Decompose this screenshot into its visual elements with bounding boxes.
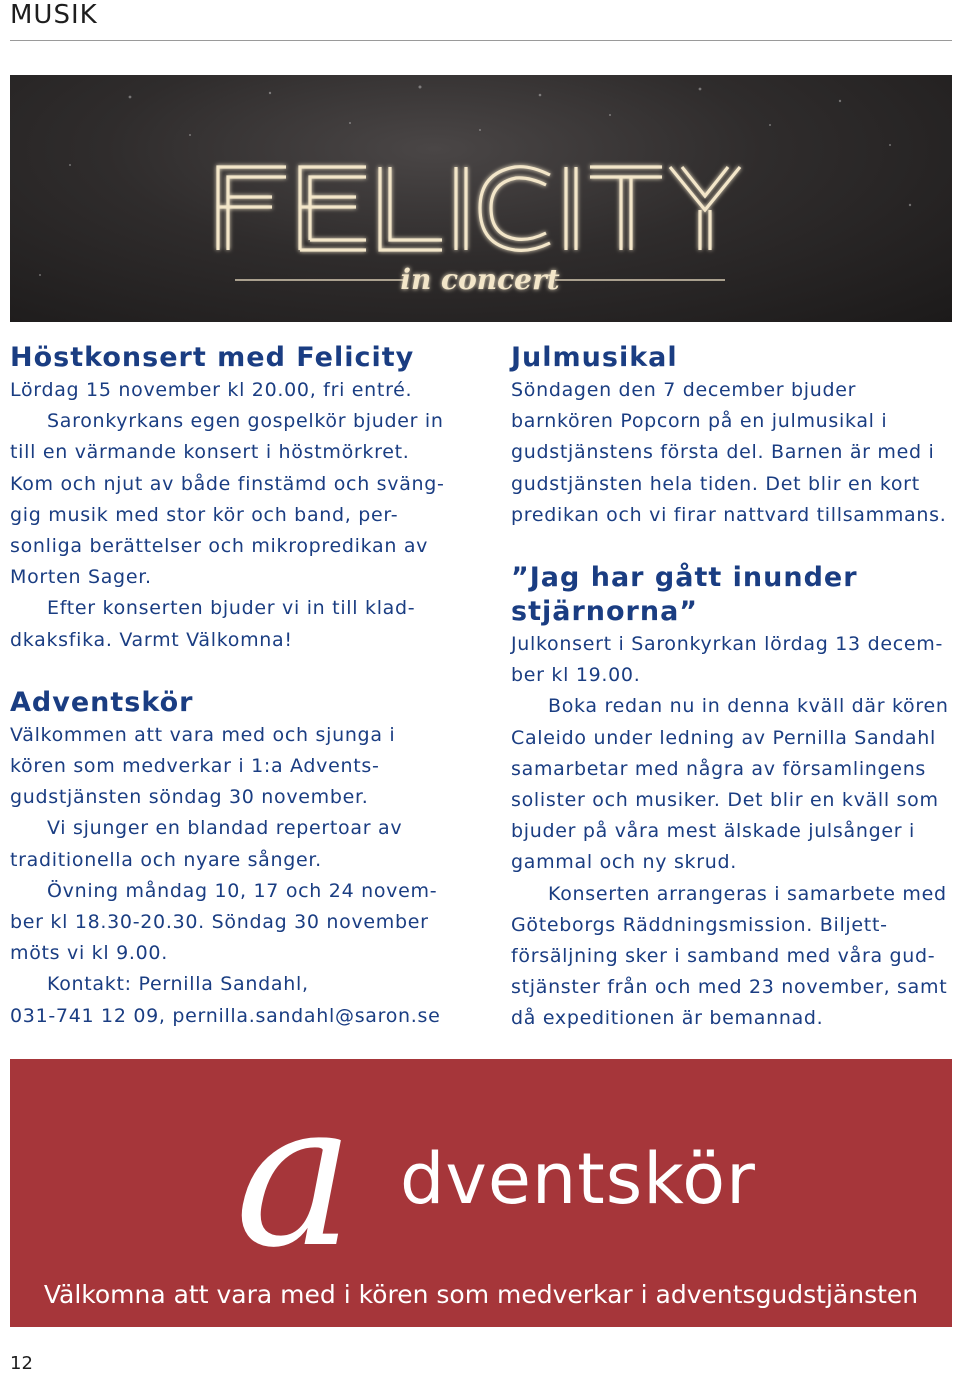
julkonsert-description: Boka redan nu in denna kväll där kören Caleido under ledning av Pernilla Sandahl samarbetar med några av församlingens solister och musiker. Det blir en kväll som bjuder på våra mest älskade julsånger i gammal och ny skrud. — [511, 695, 949, 874]
julkonsert-heading: ”Jag har gått inunder stjärnorna” — [511, 562, 858, 628]
concert-description: Saronkyrkans egen gospelkör bjuder in till en värmande konsert i höstmörkret. Kom och njut av både finstämd och sväng- gig musik med stor kör och band, per- sonliga berättelser och mikropredikan av Morten Sager. — [10, 410, 445, 589]
adventskor-contact: Kontakt: Pernilla Sandahl, 031-741 12 09, pernilla.sandahl@saron.se — [10, 973, 441, 1027]
adventskor-rehearsal: Övning måndag 10, 17 och 24 novem- ber kl 18.30-20.30. Söndag 30 november möts vi kl 9.00. — [10, 879, 438, 965]
ad-title: dventskör — [400, 1138, 756, 1220]
felicity-banner — [10, 75, 952, 322]
logo-subtext: in concert — [400, 263, 560, 296]
concert-heading: Höstkonsert med Felicity — [10, 342, 415, 373]
section-label: MUSIK — [10, 0, 98, 30]
julmusikal-heading: Julmusikal — [511, 342, 678, 373]
julkonsert-date: Julkonsert i Saronkyrkan lördag 13 decem- ber kl 19.00. — [511, 633, 944, 687]
top-divider — [10, 40, 952, 41]
right-column — [511, 341, 956, 1035]
concert-after: Efter konserten bjuder vi in till klad- dkaksfika. Varmt Välkomna! — [10, 597, 416, 651]
page-number: 12 — [10, 1353, 33, 1373]
ad-script-letter: a — [235, 1059, 355, 1292]
concert-date: Lördag 15 november kl 20.00, fri entré. — [10, 379, 413, 401]
light-specks — [39, 86, 911, 277]
julmusikal-text: Söndagen den 7 december bjuder barnkören Popcorn på en julmusikal i gudstjänstens första del. Barnen är med i gudstjänsten hela tiden. Det blir en kort predikan och vi firar nattvard tillsammans. — [511, 379, 947, 526]
ad-subtitle: Välkomna att vara med i kören som medverkar i adventsgudstjänsten — [43, 1280, 919, 1309]
felicity-logo-graphic — [10, 75, 952, 322]
adventskor-heading: Adventskör — [10, 686, 194, 718]
adventskor-repertoire: Vi sjunger en blandad repertoar av traditionella och nyare sånger. — [10, 817, 403, 871]
julkonsert-tickets: Konserten arrangeras i samarbete med Göteborgs Räddningsmission. Biljett- försäljning sker i samband med våra gud- stjänster från och med 23 november, samt då expeditionen är bemannad. — [511, 882, 948, 1030]
felicity-logo-letters — [218, 167, 740, 251]
adventskor-intro: Välkommen att vara med och sjunga i kören som medverkar i 1:a Advents- gudstjänsten söndag 30 november. — [10, 723, 396, 809]
left-column — [10, 341, 470, 1032]
